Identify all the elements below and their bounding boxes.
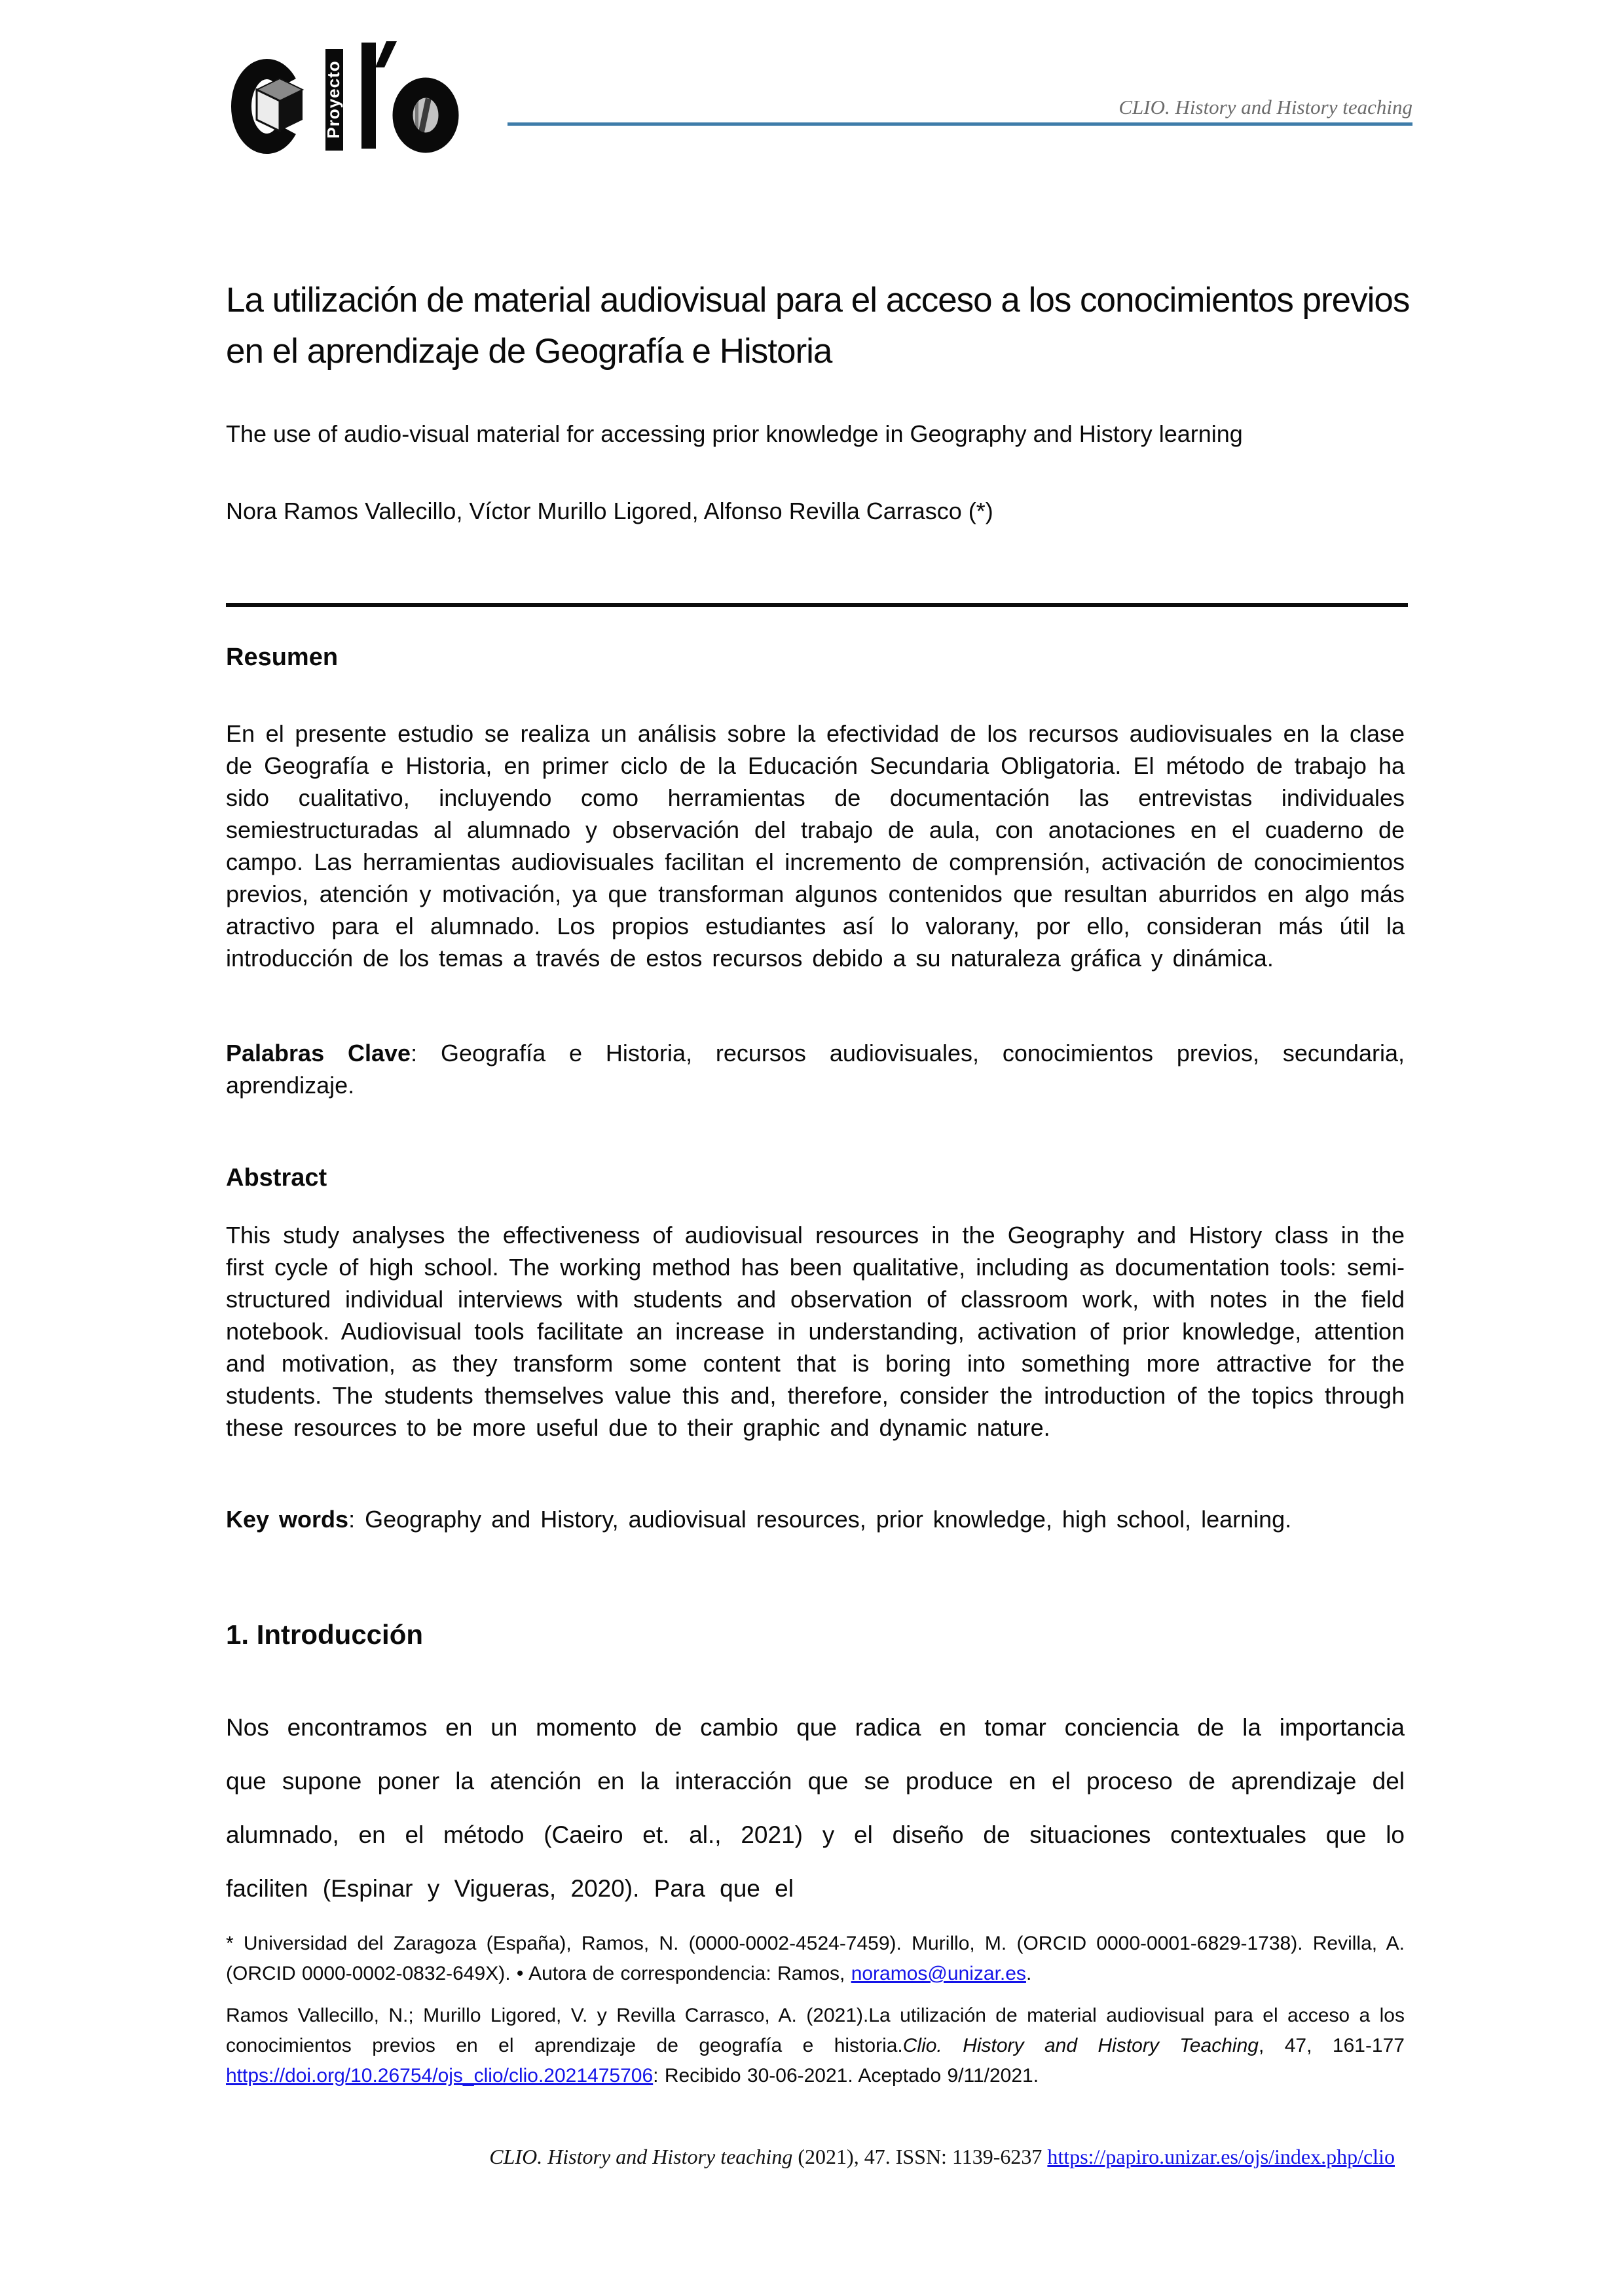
authors-line: Nora Ramos Vallecillo, Víctor Murillo Ligored, Alfonso Revilla Carrasco (*)	[226, 498, 993, 524]
logo-letter-i-stem	[361, 43, 376, 149]
keywords-line	[226, 1503, 1405, 1535]
palabras-clave-line	[226, 1037, 1405, 1101]
abstract-heading: Abstract	[226, 1164, 327, 1192]
page-footer	[489, 2145, 1395, 2169]
affiliation-text: * Universidad del Zaragoza (España), Ramos, N. (0000-0002-4524-7459). Murillo, M. (ORCID 0000-0001-6829-1738). Revilla, A. (ORCID 0000-0002-0832-649X). • Autora de correspondencia: Ramos,	[226, 1933, 1405, 1984]
introduccion-body: Nos encontramos en un momento de cambio que radica en tomar conciencia de la importancia que supone poner la atención en la interacción que se produce en el proceso de aprendizaje del alumnado, en el método (Caeiro et. al., 2021) y el diseño de situaciones contextuales que lo faciliten (Espinar y Vigueras, 2020). Para que el	[226, 1714, 1405, 1902]
citation-journal-italic: Clio. History and History Teaching	[902, 2035, 1259, 2056]
palabras-clave-text: : Geografía e Historia, recursos audiovisuales, conocimientos previos, secundaria, aprendizaje.	[226, 1040, 1405, 1099]
cube-icon	[257, 79, 303, 131]
citation-volume-pages: , 47, 161-177	[1258, 2035, 1405, 2056]
doi-link[interactable]: https://doi.org/10.26754/ojs_clio/clio.2021475706	[226, 2065, 654, 2086]
logo-letter-i-accent	[375, 41, 397, 67]
journal-url-link[interactable]: https://papiro.unizar.es/ojs/index.php/clio	[1047, 2145, 1395, 2168]
footer-journal-italic: CLIO. History and History teaching	[489, 2145, 793, 2168]
affiliation-footnote	[226, 1929, 1405, 1989]
affiliation-after-email: .	[1025, 1963, 1032, 1984]
keywords-label: Key words	[226, 1506, 349, 1533]
resumen-heading: Resumen	[226, 644, 339, 671]
palabras-clave-label: Palabras Clave	[226, 1040, 411, 1066]
muse-icon	[403, 88, 449, 143]
clio-logo	[229, 33, 465, 164]
separator-rule	[226, 603, 1408, 607]
introduccion-heading: 1. Introducción	[226, 1619, 424, 1650]
citation-text: Ramos Vallecillo, N.; Murillo Ligored, V. y Revilla Carrasco, A. (2021).La utilización de material audiovisual para el acceso a los conocimientos previos en el aprendizaje de geografía e historia.	[226, 2005, 1405, 2056]
article-title-es: La utilización de material audiovisual para el acceso a los conocimientos previos en el aprendizaje de Geografía e Historia	[226, 281, 1410, 371]
header-accent-rule	[507, 122, 1412, 126]
citation-footnote	[226, 2001, 1405, 2091]
email-link[interactable]: noramos@unizar.es	[851, 1963, 1026, 1984]
abstract-body: This study analyses the effectiveness of audiovisual resources in the Geography and History class in the first cycle of high school. The working method has been qualitative, including as documentation tools: semi-structured individual interviews with students and observation of classroom work, with notes in the field notebook. Audiovisual tools facilitate an increase in understanding, activation of prior knowledge, attention and motivation, as they transform some content that is boring into something more attractive for the students. The students themselves value this and, therefore, consider the introduction of the topics through these resources to be more useful due to their graphic and dynamic nature.	[226, 1222, 1405, 1441]
journal-header: CLIO. History and History teaching	[1118, 96, 1412, 118]
keywords-text: : Geography and History, audiovisual resources, prior knowledge, high school, learning.	[348, 1506, 1292, 1533]
resumen-body: En el presente estudio se realiza un análisis sobre la efectividad de los recursos audiovisuales en la clase de Geografía e Historia, en primer ciclo de la Educación Secundaria Obligatoria. El método de trabajo ha sido cualitativo, incluyendo como herramientas de documentación las entrevistas individuales semiestructuradas al alumnado y observación del trabajo de aula, con anotaciones en el cuaderno de campo. Las herramientas audiovisuales facilitan el incremento de comprensión, activación de conocimientos previos, atención y motivación, ya que transforman algunos contenidos que resultan aburridos en algo más atractivo para el alumnado. Los propios estudiantes así lo valorany, por ello, consideran más útil la introducción de los temas a través de estos recursos debido a su naturaleza gráfica y dinámica.	[226, 720, 1405, 972]
footer-issn: (2021), 47. ISSN: 1139-6237	[792, 2145, 1048, 2168]
logo-proyecto-text: Proyecto	[323, 60, 343, 139]
citation-dates: : Recibido 30-06-2021. Aceptado 9/11/2021.	[653, 2065, 1039, 2086]
article-title-en: The use of audio-visual material for accessing prior knowledge in Geography and History learning	[226, 420, 1243, 447]
